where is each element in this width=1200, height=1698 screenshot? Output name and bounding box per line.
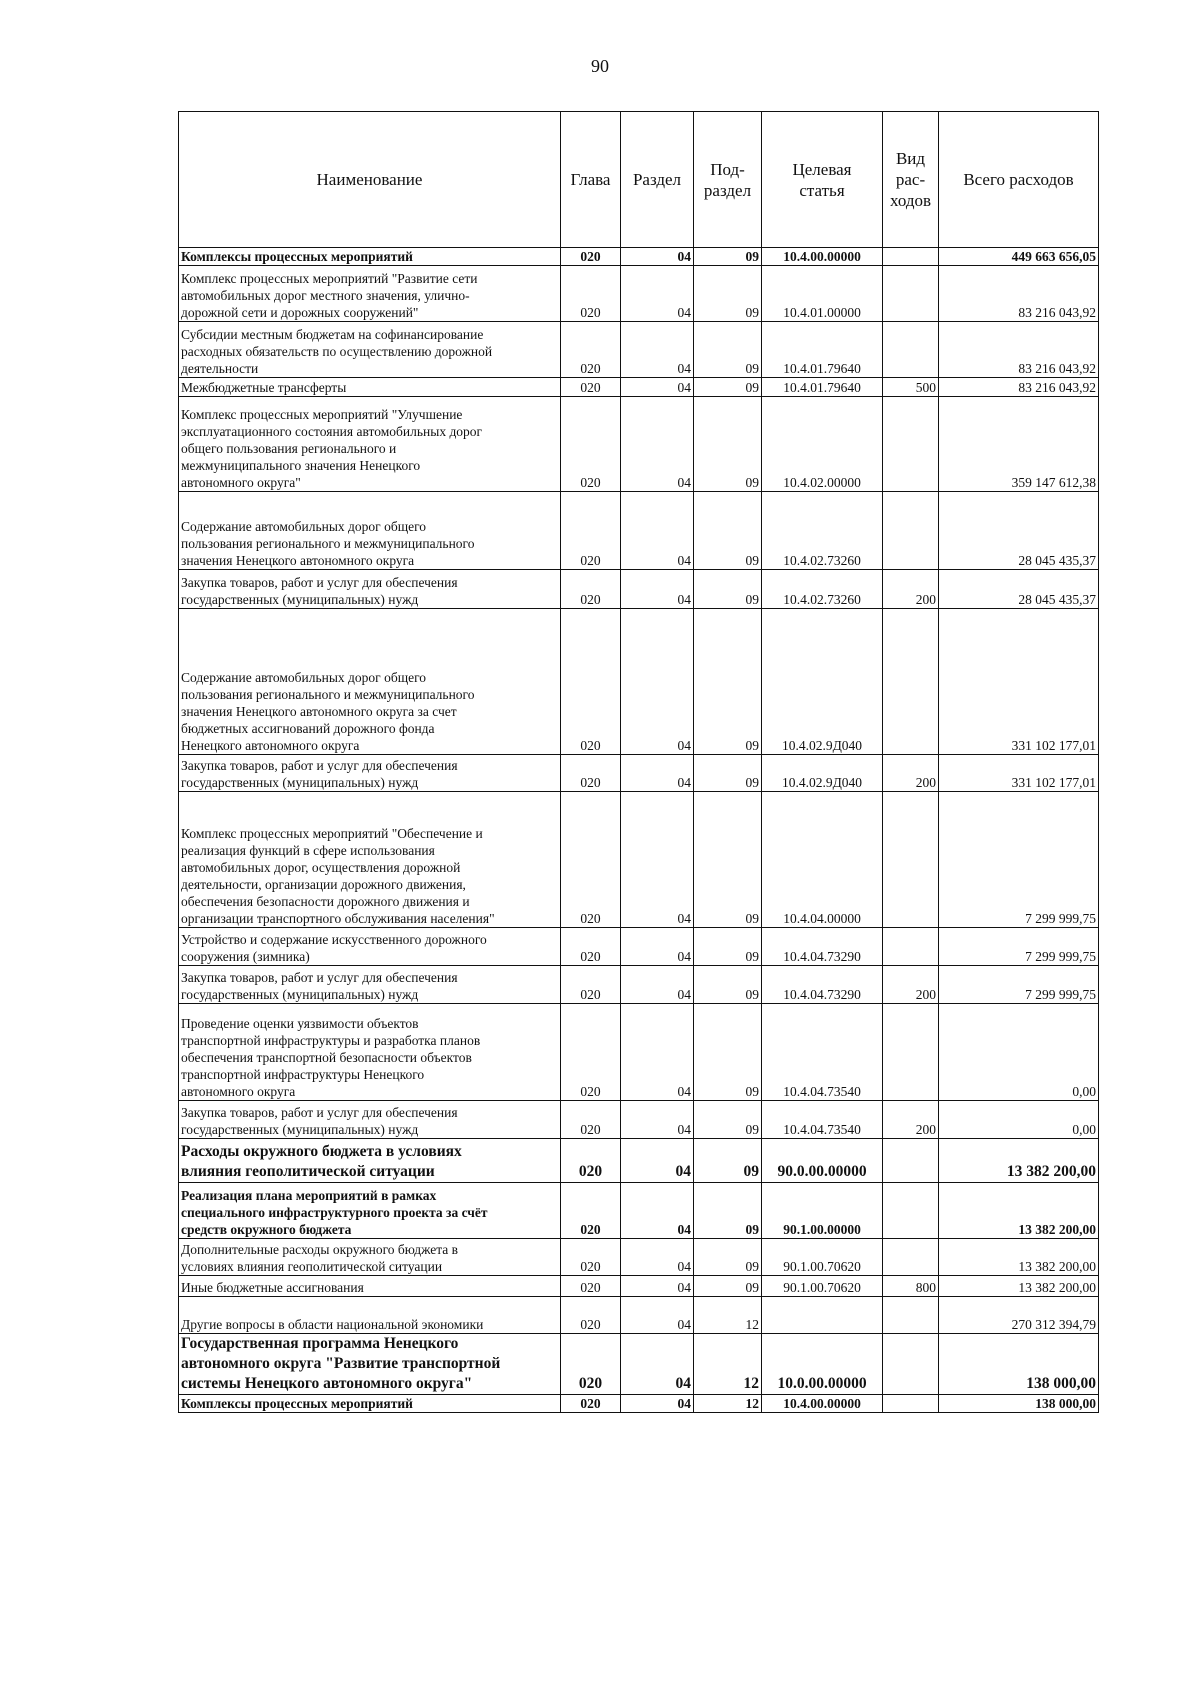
row-subsection-cell: 09	[694, 966, 762, 1004]
row-section-cell: 04	[621, 1004, 694, 1101]
row-section-cell: 04	[621, 1239, 694, 1276]
row-chapter-cell: 020	[561, 1139, 621, 1183]
row-name-cell: Закупка товаров, работ и услуг для обеспечения государственных (муниципальных) нужд	[179, 1101, 561, 1139]
row-subsection-cell: 09	[694, 1139, 762, 1183]
row-subsection-cell: 09	[694, 492, 762, 570]
table-row	[179, 1101, 1099, 1139]
row-section-cell: 04	[621, 1139, 694, 1183]
table-row	[179, 966, 1099, 1004]
table-row	[179, 928, 1099, 966]
row-exp-type-cell	[883, 322, 939, 378]
table-row	[179, 792, 1099, 928]
row-subsection-cell: 09	[694, 755, 762, 792]
row-chapter-cell: 020	[561, 966, 621, 1004]
row-exp-type-cell	[883, 928, 939, 966]
row-section-cell: 04	[621, 492, 694, 570]
row-exp-type-cell: 200	[883, 1101, 939, 1139]
row-chapter-cell: 020	[561, 397, 621, 492]
row-exp-type-cell	[883, 792, 939, 928]
table-row	[179, 1276, 1099, 1297]
row-exp-type-cell	[883, 397, 939, 492]
row-name-cell: Реализация плана мероприятий в рамках специального инфраструктурного проекта за счёт средств окружного бюджета	[179, 1183, 561, 1239]
table-row	[179, 1183, 1099, 1239]
row-total-cell: 83 216 043,92	[939, 266, 1099, 322]
row-total-cell: 7 299 999,75	[939, 928, 1099, 966]
row-subsection-cell: 09	[694, 248, 762, 266]
row-name-cell: Другие вопросы в области национальной экономики	[179, 1297, 561, 1334]
row-exp-type-cell	[883, 266, 939, 322]
row-total-cell: 331 102 177,01	[939, 755, 1099, 792]
row-section-cell: 04	[621, 266, 694, 322]
row-exp-type-cell	[883, 1297, 939, 1334]
row-subsection-cell: 09	[694, 397, 762, 492]
row-chapter-cell: 020	[561, 378, 621, 397]
row-chapter-cell: 020	[561, 1297, 621, 1334]
row-chapter-cell: 020	[561, 755, 621, 792]
row-chapter-cell: 020	[561, 1183, 621, 1239]
table-row	[179, 1139, 1099, 1183]
row-exp-type-cell: 200	[883, 570, 939, 609]
row-exp-type-cell: 500	[883, 378, 939, 397]
row-chapter-cell: 020	[561, 1334, 621, 1395]
row-section-cell: 04	[621, 792, 694, 928]
row-target-cell: 10.4.01.79640	[762, 322, 883, 378]
row-subsection-cell: 09	[694, 792, 762, 928]
row-name-cell: Комплексы процессных мероприятий	[179, 1395, 561, 1413]
row-target-cell: 10.0.00.00000	[762, 1334, 883, 1395]
row-subsection-cell: 09	[694, 266, 762, 322]
row-section-cell: 04	[621, 570, 694, 609]
col-header-total: Всего расходов	[939, 112, 1099, 248]
row-section-cell: 04	[621, 928, 694, 966]
row-target-cell: 10.4.04.73540	[762, 1004, 883, 1101]
row-name-cell: Субсидии местным бюджетам на софинансирование расходных обязательств по осуществлению дорожной деятельности	[179, 322, 561, 378]
row-section-cell: 04	[621, 1297, 694, 1334]
col-header-section: Раздел	[621, 112, 694, 248]
row-subsection-cell: 09	[694, 928, 762, 966]
row-subsection-cell: 09	[694, 1101, 762, 1139]
row-section-cell: 04	[621, 1395, 694, 1413]
row-exp-type-cell: 800	[883, 1276, 939, 1297]
row-section-cell: 04	[621, 248, 694, 266]
table-header-row	[179, 112, 1099, 248]
row-section-cell: 04	[621, 397, 694, 492]
table-row	[179, 322, 1099, 378]
row-subsection-cell: 09	[694, 1239, 762, 1276]
col-header-exp-type: Вид рас- ходов	[883, 112, 939, 248]
table-row	[179, 397, 1099, 492]
row-section-cell: 04	[621, 322, 694, 378]
row-chapter-cell: 020	[561, 266, 621, 322]
row-total-cell: 0,00	[939, 1101, 1099, 1139]
row-exp-type-cell	[883, 1239, 939, 1276]
row-total-cell: 13 382 200,00	[939, 1239, 1099, 1276]
row-total-cell: 83 216 043,92	[939, 322, 1099, 378]
row-section-cell: 04	[621, 1276, 694, 1297]
row-total-cell: 83 216 043,92	[939, 378, 1099, 397]
table-row	[179, 755, 1099, 792]
row-subsection-cell: 09	[694, 1276, 762, 1297]
row-name-cell: Закупка товаров, работ и услуг для обеспечения государственных (муниципальных) нужд	[179, 966, 561, 1004]
row-total-cell: 13 382 200,00	[939, 1276, 1099, 1297]
col-header-subsection: Под- раздел	[694, 112, 762, 248]
row-total-cell: 138 000,00	[939, 1334, 1099, 1395]
row-section-cell: 04	[621, 755, 694, 792]
table-row	[179, 1239, 1099, 1276]
row-chapter-cell: 020	[561, 322, 621, 378]
row-target-cell: 10.4.01.79640	[762, 378, 883, 397]
row-name-cell: Проведение оценки уязвимости объектов транспортной инфраструктуры и разработка планов обеспечения транспортной безопасности объектов транспортной инфраструктуры Ненецкого автономного округа	[179, 1004, 561, 1101]
row-total-cell: 13 382 200,00	[939, 1139, 1099, 1183]
row-target-cell: 10.4.04.73540	[762, 1101, 883, 1139]
row-total-cell: 13 382 200,00	[939, 1183, 1099, 1239]
row-name-cell: Межбюджетные трансферты	[179, 378, 561, 397]
row-subsection-cell: 09	[694, 322, 762, 378]
row-section-cell: 04	[621, 609, 694, 755]
col-header-target: Целевая статья	[762, 112, 883, 248]
row-subsection-cell: 12	[694, 1334, 762, 1395]
row-target-cell: 90.1.00.70620	[762, 1239, 883, 1276]
row-chapter-cell: 020	[561, 609, 621, 755]
page-number: 90	[591, 56, 609, 76]
row-total-cell: 359 147 612,38	[939, 397, 1099, 492]
row-exp-type-cell	[883, 609, 939, 755]
row-chapter-cell: 020	[561, 1101, 621, 1139]
row-target-cell: 10.4.00.00000	[762, 248, 883, 266]
row-total-cell: 270 312 394,79	[939, 1297, 1099, 1334]
row-section-cell: 04	[621, 1334, 694, 1395]
row-target-cell: 90.1.00.00000	[762, 1183, 883, 1239]
row-total-cell: 331 102 177,01	[939, 609, 1099, 755]
table-body	[179, 248, 1099, 1413]
col-header-name: Наименование	[179, 112, 561, 248]
row-name-cell: Комплексы процессных мероприятий	[179, 248, 561, 266]
row-total-cell: 0,00	[939, 1004, 1099, 1101]
row-total-cell: 7 299 999,75	[939, 966, 1099, 1004]
row-exp-type-cell	[883, 248, 939, 266]
row-target-cell	[762, 1297, 883, 1334]
table-row	[179, 248, 1099, 266]
row-name-cell: Расходы окружного бюджета в условиях влияния геополитической ситуации	[179, 1139, 561, 1183]
row-total-cell: 138 000,00	[939, 1395, 1099, 1413]
row-subsection-cell: 09	[694, 1183, 762, 1239]
row-chapter-cell: 020	[561, 1239, 621, 1276]
row-name-cell: Иные бюджетные ассигнования	[179, 1276, 561, 1297]
row-exp-type-cell	[883, 1395, 939, 1413]
row-exp-type-cell	[883, 1334, 939, 1395]
row-subsection-cell: 09	[694, 570, 762, 609]
row-subsection-cell: 12	[694, 1297, 762, 1334]
row-target-cell: 10.4.02.00000	[762, 397, 883, 492]
row-chapter-cell: 020	[561, 1276, 621, 1297]
row-name-cell: Комплекс процессных мероприятий "Развитие сети автомобильных дорог местного значения, улично- дорожной сети и дорожных сооружений"	[179, 266, 561, 322]
row-total-cell: 28 045 435,37	[939, 492, 1099, 570]
row-name-cell: Дополнительные расходы окружного бюджета в условиях влияния геополитической ситуации	[179, 1239, 561, 1276]
row-subsection-cell: 09	[694, 378, 762, 397]
row-chapter-cell: 020	[561, 492, 621, 570]
row-name-cell: Комплекс процессных мероприятий "Улучшение эксплуатационного состояния автомобильных дорог общего пользования регионального и межмуниципального значения Ненецкого автономного округа"	[179, 397, 561, 492]
row-subsection-cell: 12	[694, 1395, 762, 1413]
table-row	[179, 609, 1099, 755]
row-target-cell: 10.4.02.9Д040	[762, 609, 883, 755]
row-exp-type-cell	[883, 1139, 939, 1183]
table-row	[179, 266, 1099, 322]
table-row	[179, 1297, 1099, 1334]
table-row	[179, 492, 1099, 570]
row-name-cell: Закупка товаров, работ и услуг для обеспечения государственных (муниципальных) нужд	[179, 755, 561, 792]
row-section-cell: 04	[621, 1101, 694, 1139]
row-target-cell: 90.1.00.70620	[762, 1276, 883, 1297]
table-row	[179, 570, 1099, 609]
row-name-cell: Содержание автомобильных дорог общего пользования регионального и межмуниципального значения Ненецкого автономного округа за счет бюджетных ассигнований дорожного фонда Ненецкого автономного округа	[179, 609, 561, 755]
row-exp-type-cell: 200	[883, 755, 939, 792]
row-chapter-cell: 020	[561, 1395, 621, 1413]
row-section-cell: 04	[621, 966, 694, 1004]
row-target-cell: 10.4.01.00000	[762, 266, 883, 322]
table-row	[179, 378, 1099, 397]
row-subsection-cell: 09	[694, 1004, 762, 1101]
row-chapter-cell: 020	[561, 928, 621, 966]
row-subsection-cell: 09	[694, 609, 762, 755]
row-target-cell: 10.4.02.9Д040	[762, 755, 883, 792]
row-name-cell: Устройство и содержание искусственного дорожного сооружения (зимника)	[179, 928, 561, 966]
table-row	[179, 1395, 1099, 1413]
row-target-cell: 90.0.00.00000	[762, 1139, 883, 1183]
row-target-cell: 10.4.02.73260	[762, 570, 883, 609]
row-chapter-cell: 020	[561, 1004, 621, 1101]
row-chapter-cell: 020	[561, 248, 621, 266]
row-exp-type-cell	[883, 1004, 939, 1101]
row-name-cell: Содержание автомобильных дорог общего пользования регионального и межмуниципального значения Ненецкого автономного округа	[179, 492, 561, 570]
row-target-cell: 10.4.04.73290	[762, 928, 883, 966]
row-section-cell: 04	[621, 1183, 694, 1239]
row-name-cell: Комплекс процессных мероприятий "Обеспечение и реализация функций в сфере использования автомобильных дорог, осуществления дорожной деятельности, организации дорожного движения, обеспечения безопасности дорожного движения и организации транспортного обслуживания населения"	[179, 792, 561, 928]
row-target-cell: 10.4.02.73260	[762, 492, 883, 570]
row-total-cell: 7 299 999,75	[939, 792, 1099, 928]
row-chapter-cell: 020	[561, 792, 621, 928]
row-target-cell: 10.4.04.73290	[762, 966, 883, 1004]
row-name-cell: Государственная программа Ненецкого автономного округа "Развитие транспортной системы Ненецкого автономного округа"	[179, 1334, 561, 1395]
table-row	[179, 1004, 1099, 1101]
col-header-chapter: Глава	[561, 112, 621, 248]
row-exp-type-cell	[883, 1183, 939, 1239]
row-target-cell: 10.4.00.00000	[762, 1395, 883, 1413]
row-chapter-cell: 020	[561, 570, 621, 609]
budget-table	[178, 111, 1099, 1413]
row-target-cell: 10.4.04.00000	[762, 792, 883, 928]
row-total-cell: 28 045 435,37	[939, 570, 1099, 609]
row-exp-type-cell	[883, 492, 939, 570]
row-exp-type-cell: 200	[883, 966, 939, 1004]
row-total-cell: 449 663 656,05	[939, 248, 1099, 266]
row-section-cell: 04	[621, 378, 694, 397]
table-row	[179, 1334, 1099, 1395]
row-name-cell: Закупка товаров, работ и услуг для обеспечения государственных (муниципальных) нужд	[179, 570, 561, 609]
